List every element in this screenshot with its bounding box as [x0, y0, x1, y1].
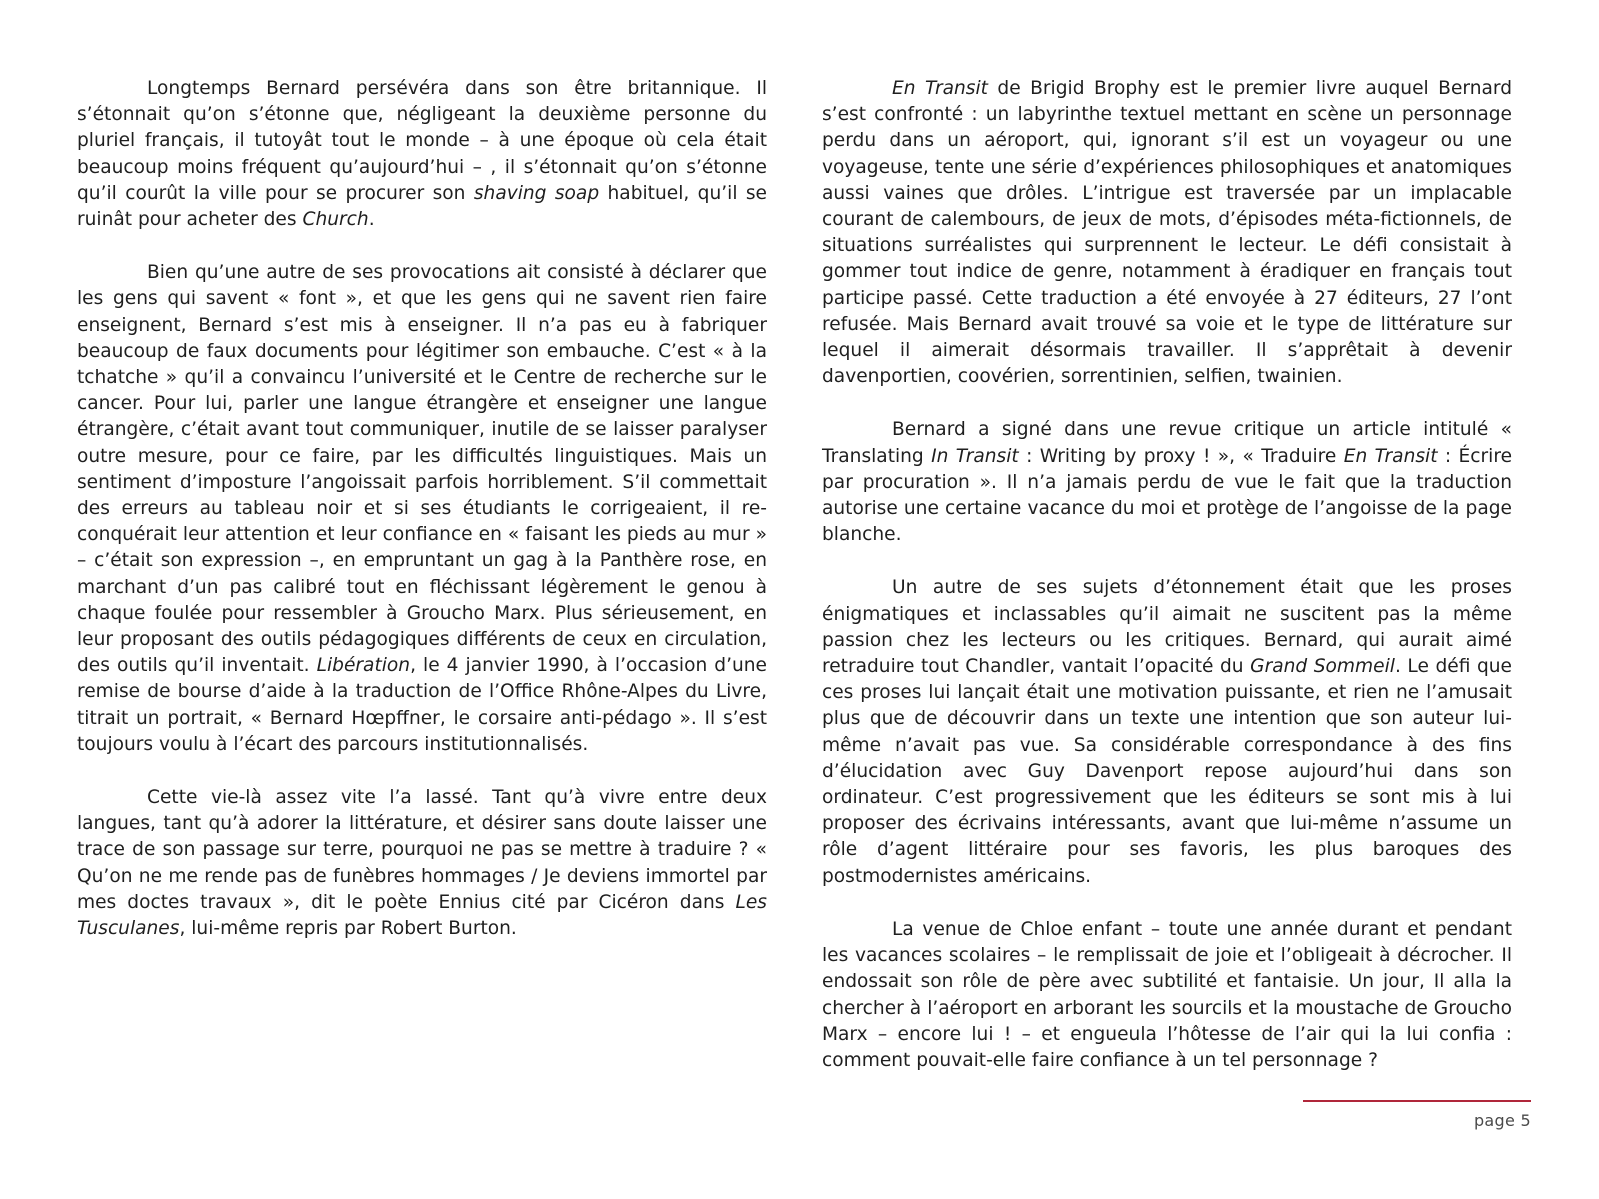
italic-text: shaving soap: [473, 182, 600, 204]
italic-text: Les Tusculanes: [77, 891, 767, 940]
italic-text: Libération: [316, 655, 411, 677]
italic-text: Church: [302, 209, 369, 231]
paragraph: Bernard a signé dans une revue critique un article intitulé « Translating In Transit : Writing by proxy ! », « Traduire En Transit : Écrire par procuration ». Il n’a jamais perdu de vue le fait que la traduction autorise une certaine vacance du moi et protège de l’angoisse de la page blanche.: [822, 419, 1513, 546]
right-column: [822, 76, 1512, 1101]
italic-text: En Transit: [892, 78, 988, 99]
left-column: [77, 76, 767, 969]
italic-text: En Transit: [1343, 445, 1438, 467]
paragraph: Longtemps Bernard persévéra dans son être britannique. Il s’étonnait qu’on s’étonne que, négligeant la deuxième personne du pluriel français, il tutoyât tout le monde – à une époque où cela était beaucoup moins fréquent qu’aujourd’hui – , il s’étonnait qu’on s’étonne qu’il courût la ville pour se procurer son shaving soap habituel, qu’il se ruinât pour acheter des Church.: [77, 78, 767, 231]
paragraph: Cette vie-là assez vite l’a lassé. Tant qu’à vivre entre deux langues, tant qu’à adorer la littérature, et désirer sans doute laisser une trace de son passage sur terre, pourquoi ne pas se mettre à traduire ? « Qu’on ne me rende pas de funèbres hommages / Je deviens immortel par mes doctes travaux », dit le poète Ennius cité par Cicéron dans Les Tusculanes, lui-même repris par Robert Burton.: [77, 787, 767, 940]
page-number: page 5: [1473, 1111, 1531, 1130]
paragraph: En Transit de Brigid Brophy est le premier livre auquel Bernard s’est confronté : un labyrinthe textuel mettant en scène un personnage perdu dans un aéroport, qui, ignorant s’il est un voyageur ou une voyageuse, tente une série d’expériences philosophiques et anatomiques aussi vaines que drôles. L’intrigue est traversée par un implacable courant de calembours, de jeux de mots, d’épisodes méta-fictionnels, de situations surréalistes qui surprennent le lecteur. Le défi consistait à gommer tout indice de genre, notamment à éradiquer en français tout participe passé. Cette traduction a été envoyée à 27 éditeurs, 27 l’ont refusée. Mais Bernard avait trouvé sa voie et le type de littérature sur lequel il aimerait désormais travailler. Il s’apprêtait à devenir davenportien, coovérien, sorrentinien, selfien, twainien.: [822, 78, 1512, 388]
italic-text: Grand Sommeil: [1250, 656, 1395, 678]
paragraph: La venue de Chloe enfant – toute une année durant et pendant les vacances scolaires – le remplissait de joie et l’obligeait à décrocher. Il endossait son rôle de père avec subtilité et fantaisie. Un jour, Il alla la chercher à l’aéroport en arborant les sourcils et la moustache de Groucho Marx – encore lui ! – et engueula l’hôtesse de l’air qui la lui confia : comment pouvait-elle faire confiance à un tel personnage ?: [822, 918, 1512, 1071]
paragraph: Un autre de ses sujets d’étonnement était que les proses énigmatiques et inclassables qu’il aimait ne suscitent pas la même passion chez les lecteurs ou les critiques. Bernard, qui aurait aimé retraduire tout Chandler, vantait l’opacité du Grand Sommeil. Le défi que ces proses lui lançait était une motivation puissante, et rien ne l’amusait plus que de découvrir dans un texte une intention que son auteur lui-même n’avait pas vue. Sa considérable correspondance à des fins d’élucidation avec Guy Davenport repose aujourd’hui dans son ordinateur. C’est progressivement que les éditeurs se sont mis à lui proposer des écrivains intéressants, avant que lui-même n’assume un rôle d’agent littéraire pour ses favoris, les plus baroques des postmodernistes américains.: [822, 577, 1512, 887]
paragraph: Bien qu’une autre de ses provocations ait consisté à déclarer que les gens qui savent « font », et que les gens qui ne savent rien faire enseignent, Bernard s’est mis à enseigner. Il n’a pas eu à fabriquer beaucoup de faux documents pour légitimer son embauche. C’est « à la tchatche » qu’il a convaincu l’université et le Centre de recherche sur le cancer. Pour lui, parler une langue étrangère et enseigner une langue étrangère, c’était avant tout communiquer, inutile de se laisser paralyser outre mesure, pour ce faire, par les difficultés linguistiques. Mais un sentiment d’imposture l’angoissait parfois horriblement. S’il commettait des erreurs au tableau noir et si ses étudiants le corrigeaient, il re-conquérait leur attention et leur confiance en « faisant les pieds au mur » – c’était son expression –, en empruntant un gag à la Panthère rose, en marchant d’un pas calibré tout en fléchissant légèrement le genou à chaque foulée pour ressembler à Groucho Marx. Plus sérieusement, en leur proposant des outils pédagogiques différents de ceux en circulation, des outils qu’il inventait. Libération, le 4 janvier 1990, à l’occasion d’une remise de bourse d’aide à la traduction de l’Office Rhône-Alpes du Livre, titrait un portrait, « Bernard Hœpffner, le corsaire anti-pédago ». Il s’est toujours voulu à l’écart des parcours institutionnalisés.: [77, 262, 767, 755]
footer-rule: [1303, 1100, 1531, 1102]
italic-text: In Transit: [931, 445, 1019, 467]
